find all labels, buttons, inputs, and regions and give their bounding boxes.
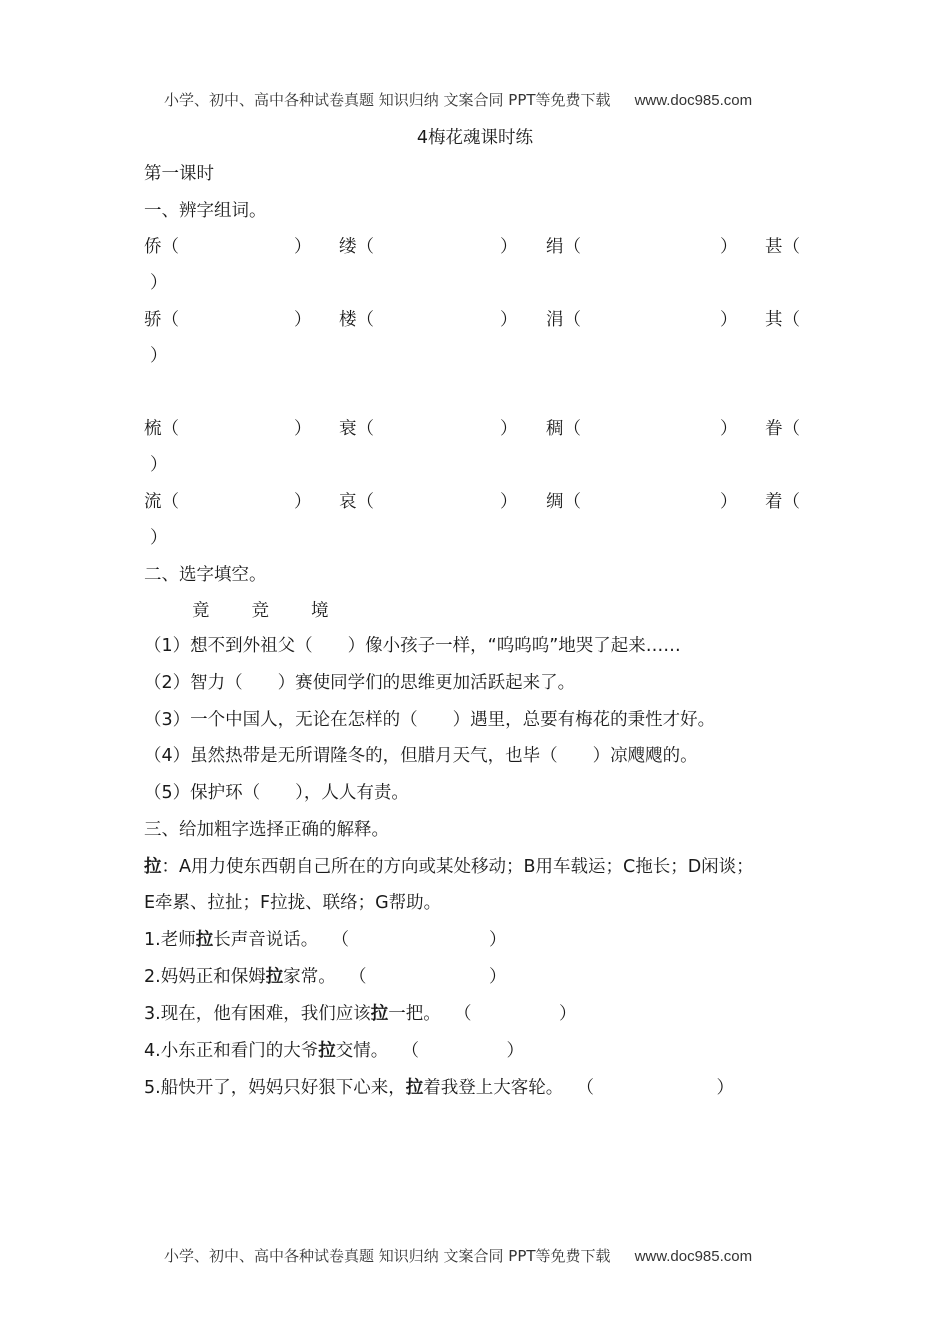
definition-line [144, 855, 754, 879]
close-paren: ） [150, 273, 168, 293]
exercise-item [144, 928, 506, 952]
exercise-item [144, 1039, 524, 1063]
close-paren: ） [294, 310, 312, 330]
word-item: 梳（ [144, 419, 179, 439]
close-paren: ） [720, 310, 738, 330]
close-paren: ） [720, 492, 738, 512]
item-text: 家常。 [283, 967, 336, 987]
option-char: 境 [311, 601, 329, 621]
word-item: 绸（ [546, 492, 581, 512]
header-text: 小学、初中、高中各种试卷真题 知识归纳 文案合同 PPT等免费下载 [164, 91, 611, 109]
option-chars [192, 599, 371, 623]
close-paren: ） [294, 492, 312, 512]
exercise-item [144, 965, 506, 989]
option-char: 竟 [192, 601, 210, 621]
bold-char: 拉 [144, 857, 162, 877]
item-text: 3.现在，他有困难，我们应该 [144, 1004, 371, 1024]
option-char: 竞 [251, 601, 269, 621]
close-paren: ） [150, 455, 168, 475]
close-paren: ） [500, 492, 518, 512]
item-text: 5.船快开了，妈妈只好狠下心来， [144, 1078, 406, 1098]
definition-text: ：A用力使东西朝自己所在的方向或某处移动；B用车载运；C拖长；D闲谈； [161, 857, 754, 877]
bold-char: 拉 [405, 1078, 424, 1098]
bold-char: 拉 [195, 930, 214, 950]
close-paren: ） [500, 310, 518, 330]
word-item: 缕（ [339, 237, 374, 257]
word-item: 其（ [765, 310, 800, 330]
close-paren: ） [150, 346, 168, 366]
word-item: 侨（ [144, 237, 179, 257]
word-item: 衰（ [339, 419, 374, 439]
answer-blank: （ ） [340, 930, 507, 950]
footer-site: www.doc985.com [634, 1248, 753, 1265]
close-paren: ） [720, 237, 738, 257]
bold-char: 拉 [265, 967, 284, 987]
item-text: 交情。 [335, 1041, 389, 1061]
exercise-item [144, 1002, 576, 1026]
answer-blank: （ ） [585, 1078, 734, 1098]
page-title: 4梅花魂课时练 [416, 128, 534, 148]
word-item: 楼（ [339, 310, 374, 330]
question-item: （3）一个中国人，无论在怎样的（ ）遇里，总要有梅花的秉性才好。 [144, 710, 716, 730]
close-paren: ） [294, 237, 312, 257]
item-text: 一把。 [388, 1004, 441, 1024]
bold-char: 拉 [318, 1041, 336, 1061]
exercise-item [144, 1076, 734, 1100]
word-item: 涓（ [546, 310, 581, 330]
section3-heading: 三、给加粗字选择正确的解释。 [144, 820, 389, 840]
lesson-label: 第一课时 [144, 164, 214, 184]
item-text: 2.妈妈正和保姆 [144, 967, 266, 987]
close-paren: ） [500, 419, 518, 439]
answer-blank: （ ） [410, 1041, 524, 1061]
item-text: 4.小东正和看门的大爷 [144, 1041, 319, 1061]
section1-heading: 一、辨字组词。 [144, 201, 267, 221]
item-text: 着我登上大客轮。 [423, 1078, 564, 1098]
word-item: 眷（ [765, 419, 800, 439]
item-text: 长声音说话。 [213, 930, 319, 950]
page-header [164, 88, 752, 113]
question-item: （5）保护环（ ），人人有责。 [144, 783, 409, 803]
header-site: www.doc985.com [634, 92, 753, 109]
definition-line: E牵累、拉扯；F拉拢、联络；G帮助。 [144, 893, 442, 913]
page-footer [164, 1244, 752, 1269]
footer-text: 小学、初中、高中各种试卷真题 知识归纳 文案合同 PPT等免费下载 [164, 1247, 611, 1265]
word-item: 绢（ [546, 237, 581, 257]
close-paren: ） [720, 419, 738, 439]
word-item: 稠（ [546, 419, 581, 439]
word-item: 流（ [144, 492, 179, 512]
question-item: （2）智力（ ）赛使同学们的思维更加活跃起来了。 [144, 673, 576, 693]
question-item: （1）想不到外祖父（ ）像小孩子一样，“呜呜呜”地哭了起来…… [144, 636, 681, 656]
section2-heading: 二、选字填空。 [144, 565, 267, 585]
word-item: 着（ [765, 492, 800, 512]
word-item: 甚（ [765, 237, 800, 257]
answer-blank: （ ） [462, 1004, 577, 1024]
close-paren: ） [150, 528, 168, 548]
question-item: （4）虽然热带是无所谓隆冬的，但腊月天气，也毕（ ）凉飕飕的。 [144, 746, 698, 766]
bold-char: 拉 [370, 1004, 389, 1024]
item-text: 1.老师 [144, 930, 196, 950]
close-paren: ） [500, 237, 518, 257]
word-item: 骄（ [144, 310, 179, 330]
answer-blank: （ ） [357, 967, 507, 987]
word-item: 哀（ [339, 492, 374, 512]
close-paren: ） [294, 419, 312, 439]
